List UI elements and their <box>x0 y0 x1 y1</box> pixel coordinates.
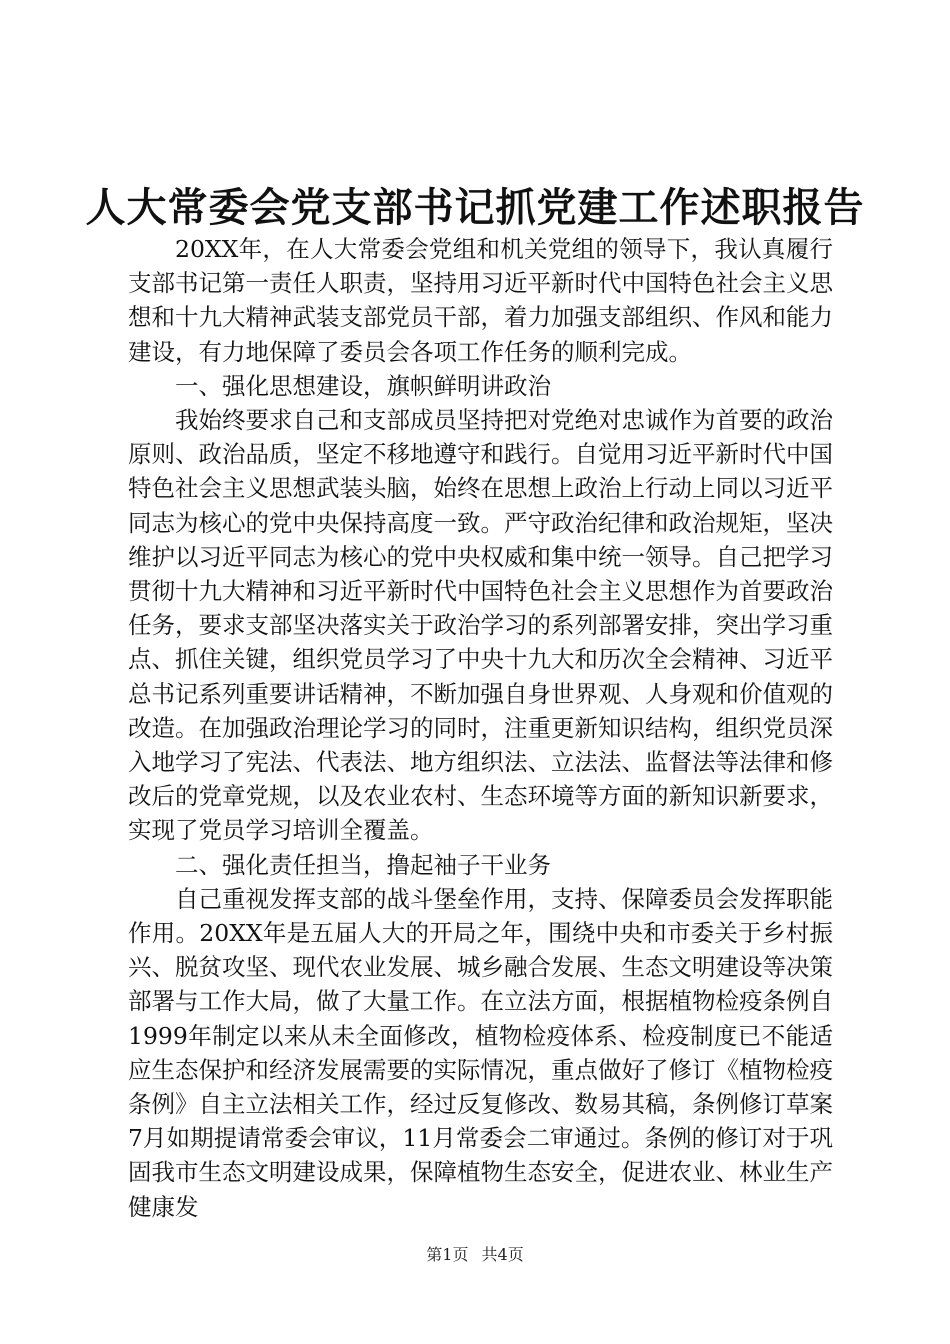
intro-paragraph: 20XX年，在人大常委会党组和机关党组的领导下，我认真履行支部书记第一责任人职责，坚持用习近平新时代中国特色社会主义思想和十九大精神武装支部党员干部，着力加强支部组织、作风和能力建设，有力地保障了委员会各项工作任务的顺利完成。 <box>128 235 833 366</box>
document-body <box>128 232 833 1224</box>
page-footer <box>0 1243 950 1267</box>
section-paragraph-2: 自己重视发挥支部的战斗堡垒作用，支持、保障委员会发挥职能作用。20XX年是五届人大的开局之年，围绕中央和市委关于乡村振兴、脱贫攻坚、现代农业发展、城乡融合发展、生态文明建设等决策部署与工作大局，做了大量工作。在立法方面，根据植物检疫条例自1999年制定以来从未全面修改，植物检疫体系、检疫制度已不能适应生态保护和经济发展需要的实际情况，重点做好了修订《植物检疫条例》自主立法相关工作，经过反复修改、数易其稿，条例修订草案7月如期提请常委会审议，11月常委会二审通过。条例的修订对于巩固我市生态文明建设成果，保障植物生态安全，促进农业、林业生产健康发 <box>128 884 833 1221</box>
section-paragraph-1: 我始终要求自己和支部成员坚持把对党绝对忠诚作为首要的政治原则、政治品质，坚定不移地遵守和践行。自觉用习近平新时代中国特色社会主义思想武装头脑，始终在思想上政治上行动上同以习近平同志为核心的党中央保持高度一致。严守政治纪律和政治规矩，坚决维护以习近平同志为核心的党中央权威和集中统一领导。自己把学习贯彻十九大精神和习近平新时代中国特色社会主义思想作为首要政治任务，要求支部坚决落实关于政治学习的系列部署安排，突出学习重点、抓住关键，组织党员学习了中央十九大和历次全会精神、习近平总书记系列重要讲话精神，不断加强自身世界观、人身观和价值观的改造。在加强政治理论学习的同时，注重更新知识结构，组织党员深入地学习了宪法、代表法、地方组织法、立法法、监督法等法律和修改后的党章党规，以及农业农村、生态环境等方面的新知识新要求，实现了党员学习培训全覆盖。 <box>128 406 833 845</box>
page-number: 第1页 <box>426 1245 469 1264</box>
document-title: 人大常委会党支部书记抓党建工作述职报告 <box>85 184 865 231</box>
section-heading-1: 一、强化思想建设，旗帜鲜明讲政治 <box>175 371 551 400</box>
page-total: 共4页 <box>481 1245 524 1264</box>
section-heading-2: 二、强化责任担当，撸起袖子干业务 <box>175 850 551 879</box>
